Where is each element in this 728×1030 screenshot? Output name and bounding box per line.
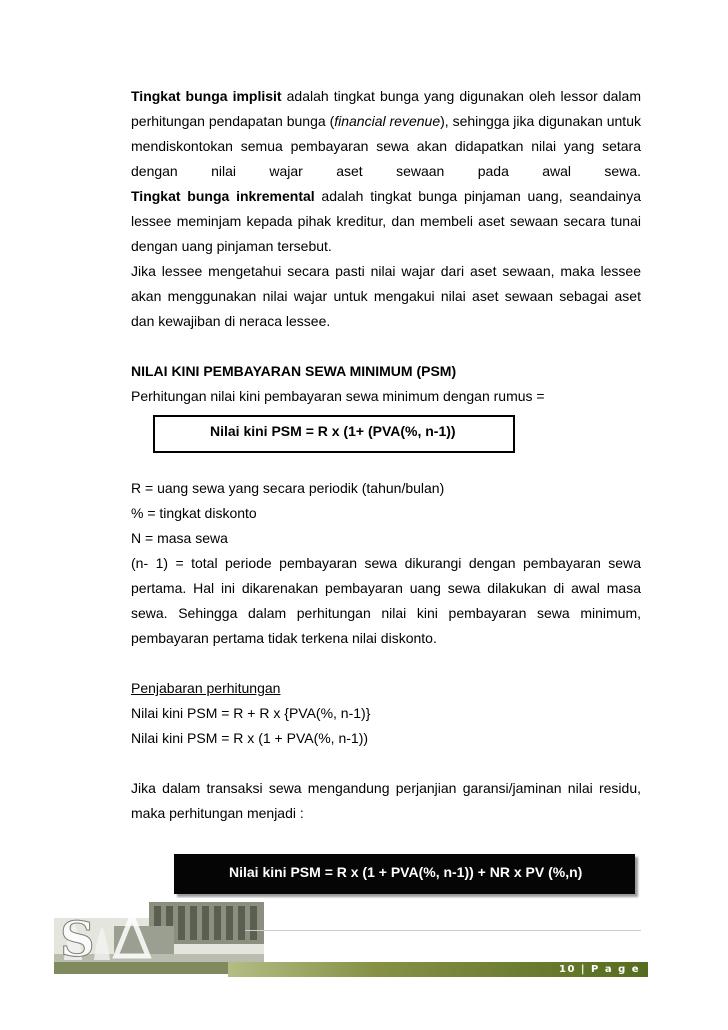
formula-box-residual bbox=[174, 854, 635, 894]
section-heading: NILAI KINI PEMBAYARAN SEWA MINIMUM (PSM) bbox=[131, 363, 457, 379]
paragraph-text: ), sehingga jika digunakan untuk mendiskontokan semua pembayaran sewa akan didapatkan nilai yang setara dengan nilai wajar aset sewaan pada awal sewa. bbox=[131, 113, 641, 179]
definition-percent: % = tingkat diskonto bbox=[131, 505, 257, 521]
paragraph-residual: Jika dalam transaksi sewa mengandung perjanjian garansi/jaminan nilai residu, maka perhitungan menjadi : bbox=[131, 780, 641, 821]
footer-divider bbox=[245, 930, 641, 931]
breakdown-line-1: Nilai kini PSM = R + R x {PVA(%, n-1)} bbox=[131, 705, 371, 721]
formula-residual: Nilai kini PSM = R x (1 + PVA(%, n-1)) + NR x PV (%,n) bbox=[229, 864, 583, 880]
paragraph-fair-value: Jika lessee mengetahui secara pasti nilai wajar dari aset sewaan, maka lessee akan menggunakan nilai wajar untuk mengakui nilai aset sewaan sebagai aset dan kewajiban di neraca lessee. bbox=[131, 263, 641, 329]
paragraph-implicit-rate bbox=[131, 84, 641, 184]
footer-bar bbox=[228, 962, 648, 977]
term-implicit-rate: Tingkat bunga implisit bbox=[131, 88, 282, 104]
section-intro: Perhitungan nilai kini pembayaran sewa minimum dengan rumus = bbox=[131, 388, 545, 404]
formula-box-basic bbox=[153, 415, 515, 453]
definition-r: R = uang sewa yang secara periodik (tahun/bulan) bbox=[131, 480, 445, 496]
paragraph-n-minus-one: (n- 1) = total periode pembayaran sewa dikurangi dengan pembayaran sewa pertama. Hal ini dikarenakan pembayaran uang sewa dilakukan di awal masa sewa. Sehingga dalam perhitungan nilai kini pembayaran sewa minimum, pembayaran pertama tidak terkena nilai diskonto. bbox=[131, 555, 641, 646]
paragraph-text: adalah tingkat bunga yang digunakan oleh lessor dalam perhitungan pendapatan bunga ( bbox=[131, 88, 641, 129]
formula-basic: Nilai kini PSM = R x (1+ (PVA(%, n-1)) bbox=[210, 423, 456, 439]
term-incremental-rate: Tingkat bunga inkremental bbox=[131, 188, 315, 204]
page-number: 10 | P a g e bbox=[559, 964, 640, 975]
paragraph-incremental-rate bbox=[131, 184, 641, 259]
definition-n: N = masa sewa bbox=[131, 530, 228, 546]
breakdown-line-2: Nilai kini PSM = R x (1 + PVA(%, n-1)) bbox=[131, 730, 369, 746]
breakdown-title: Penjabaran perhitungan bbox=[131, 680, 281, 696]
svg-text:S: S bbox=[60, 912, 95, 968]
term-financial-revenue: financial revenue bbox=[334, 113, 441, 129]
document-body bbox=[131, 84, 641, 826]
paragraph-text: adalah tingkat bunga pinjaman uang, seandainya lessee meminjam kepada pihak kreditur, dan membeli aset sewaan secara tunai dengan uang pinjaman tersebut. bbox=[131, 188, 641, 254]
